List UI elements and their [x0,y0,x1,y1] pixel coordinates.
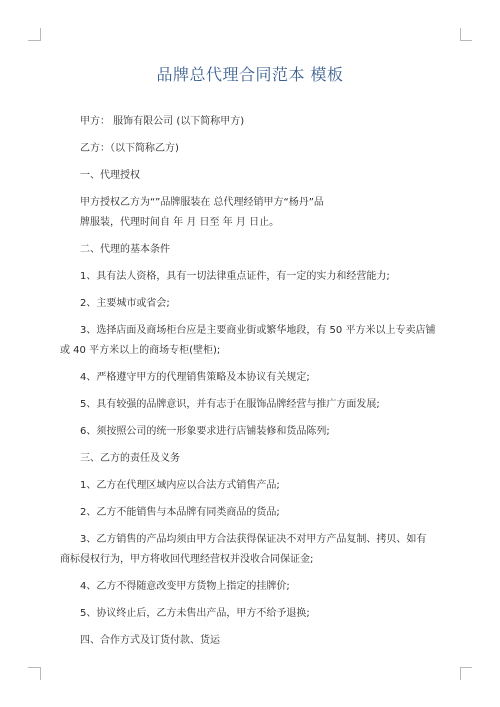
list-item: 2、乙方不能销售与本品牌有同类商品的货品; [80,507,280,518]
section-heading-4: 四、合作方式及订货付款、货运 [80,635,220,646]
list-item: 4、乙方不得随意改变甲方货物上指定的挂牌价; [80,581,290,592]
list-item: 3、乙方销售的产品均须由甲方合法获得保证决不对甲方产品复制、拷贝、如有 [80,534,427,545]
list-item-continuation: 商标侵权行为，甲方将收回代理经营权并没收合同保证金; [60,554,314,565]
list-item: 5、具有较强的品牌意识，并有志于在服饰品牌经营与推广方面发展; [80,399,380,410]
list-item: 1、乙方在代理区域内应以合法方式销售产品; [80,480,280,491]
section-heading-2: 二、代理的基本条件 [80,244,170,255]
list-item: 5、协议终止后，乙方未售出产品，甲方不给予退换; [80,608,310,619]
section-heading-1: 一、代理授权 [80,170,140,181]
party-b-line: 乙方：（以下简称乙方) [80,143,179,154]
list-item: 6、须按照公司的统一形象要求进行店铺装修和货品陈列; [80,426,330,437]
list-item-continuation: 或 40 平方米以上的商场专柜(壁柜); [60,345,221,356]
party-a-line: 甲方： 服饰有限公司 (以下简称甲方) [80,116,245,127]
list-item: 3、选择店面及商场柜台应是主要商业街或繁华地段，有 50 平方米以上专卖店铺 [80,325,436,336]
list-item: 1、具有法人资格，具有一切法律重点证件，有一定的实力和经营能力; [80,271,390,282]
paragraph-line: 牌服装，代理时间自 年 月 日至 年 月 日止。 [80,217,280,228]
document-title: 品牌总代理合同范本 模板 [156,65,344,84]
paragraph-line: 甲方授权乙方为“”品牌服装在 总代理经销甲方“杨丹”品 [80,197,324,208]
list-item: 4、严格遵守甲方的代理销售策略及本协议有关规定; [80,372,310,383]
section-heading-3: 三、乙方的责任及义务 [80,453,180,464]
list-item: 2、主要城市或省会; [80,298,170,309]
